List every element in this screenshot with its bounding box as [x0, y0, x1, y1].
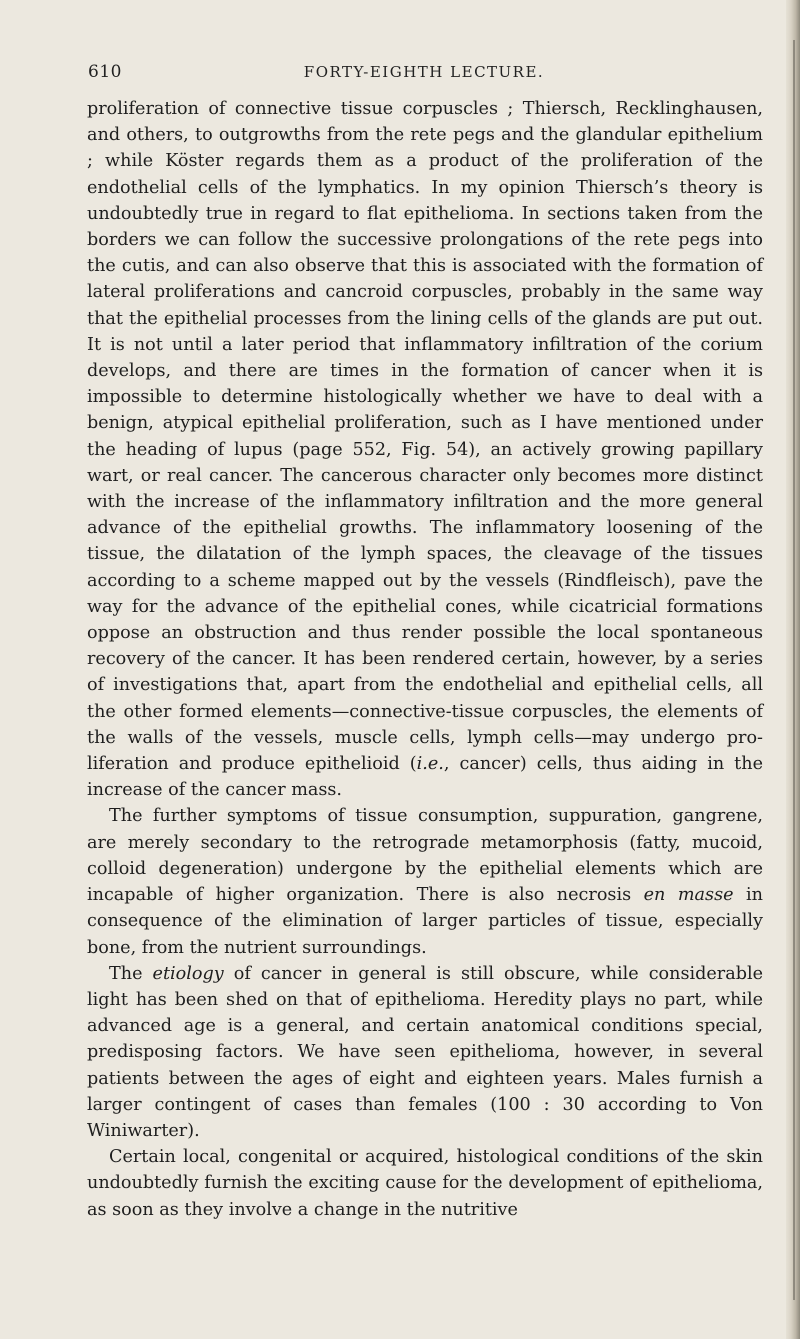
body-text [87, 96, 763, 1223]
paragraph-1 [87, 96, 763, 803]
running-head: FORTY-EIGHTH LECTURE. [303, 63, 545, 81]
page-header [88, 62, 760, 84]
paragraph-3-segment-1: The [109, 963, 153, 984]
paragraph-3 [87, 961, 763, 1144]
paragraph-1-segment-1: proliferation of connective tissue corpuscles ; Thiersch, Recklinghausen, and others, to outgrowths from the rete pegs and the glandular epithelium ; while Köster regards them as a product of the proliferation of the endothelial cells of the lymphatics. In my opinion Thiersch’s theory is undoubtedly true in regard to flat epithelioma. In sections taken from the borders we can follow the successive prolongations of the rete pegs into the cutis, and can also observe that this is associated with the formation of lateral proliferations and cancroid corpuscles, probably in the same way that the epithelial processes from the lining cells of the glands are put out. It is not until a later period that inflammatory infiltration of the corium develops, and there are times in the formation of cancer when it is impossible to determine histologically whether we have to deal with a benign, atypical epithelial proliferation, such as I have mentioned under the heading of lupus (page 552, Fig. 54), an actively growing papillary wart, or real cancer. The cancerous character only becomes more distinct with the increase of the inflammatory infiltration and the more general advance of the epithelial growths. The inflammatory loosening of the tissue, the dilatation of the lymph spaces, the cleavage of the tissues according to a scheme mapped out by the vessels (Rindfleisch), pave the way for the advance of the epithelial cones, while cicatricial formations oppose an obstruction and thus render possible the local spontaneous recovery of the cancer. It has been rendered certain, however, by a series of investigations that, apart from the endothelial and epithelial cells, all the other formed elements—connective-tissue corpuscles, the elements of the walls of the vessels, muscle cells, lymph cells—may undergo proliferation and produce epithelioid ( [87, 99, 763, 775]
paragraph-3-italic-etiology: etiology [152, 963, 224, 984]
paragraph-4-segment-1: Certain local, congenital or acquired, histological conditions of the skin undoubtedly furnish the exciting cause for the development of epithelioma, as soon as they involve a change in the nutritive [87, 1147, 763, 1220]
paragraph-4 [87, 1144, 763, 1223]
paragraph-2-segment-3: in consequence of the elimination of larger particles of tissue, especially bone, from the nutrient surroundings. [87, 885, 763, 958]
paragraph-2-segment-1: The further symptoms of tissue consumption, suppuration, gangrene, are merely secondary to the retrograde metamorphosis (fatty, mucoid, colloid degeneration) undergone by the epithelial elements which are incapable of higher organization. There is also necrosis [87, 806, 763, 906]
page-edge-shadow [786, 0, 800, 1339]
paragraph-2-italic-en-masse: en masse [643, 885, 734, 906]
paragraph-3-segment-3: of cancer in general is still obscure, while considerable light has been shed on that of epithelioma. Heredity plays no part, while advanced age is a general, and certain anatomical conditions special, predisposing factors. We have seen epithelioma, however, in several patients between the ages of eight and eighteen years. Males furnish a larger contingent of cases than females (100 : 30 according to Von Winiwarter). [87, 963, 764, 1141]
page-number: 610 [88, 62, 122, 82]
paragraph-1-italic-ie: i.e. [416, 754, 444, 775]
paragraph-1-segment-3: , cancer) cells, thus aiding in the increase of the cancer mass. [87, 754, 763, 801]
paragraph-2 [87, 803, 763, 960]
binding-line [793, 40, 795, 1300]
